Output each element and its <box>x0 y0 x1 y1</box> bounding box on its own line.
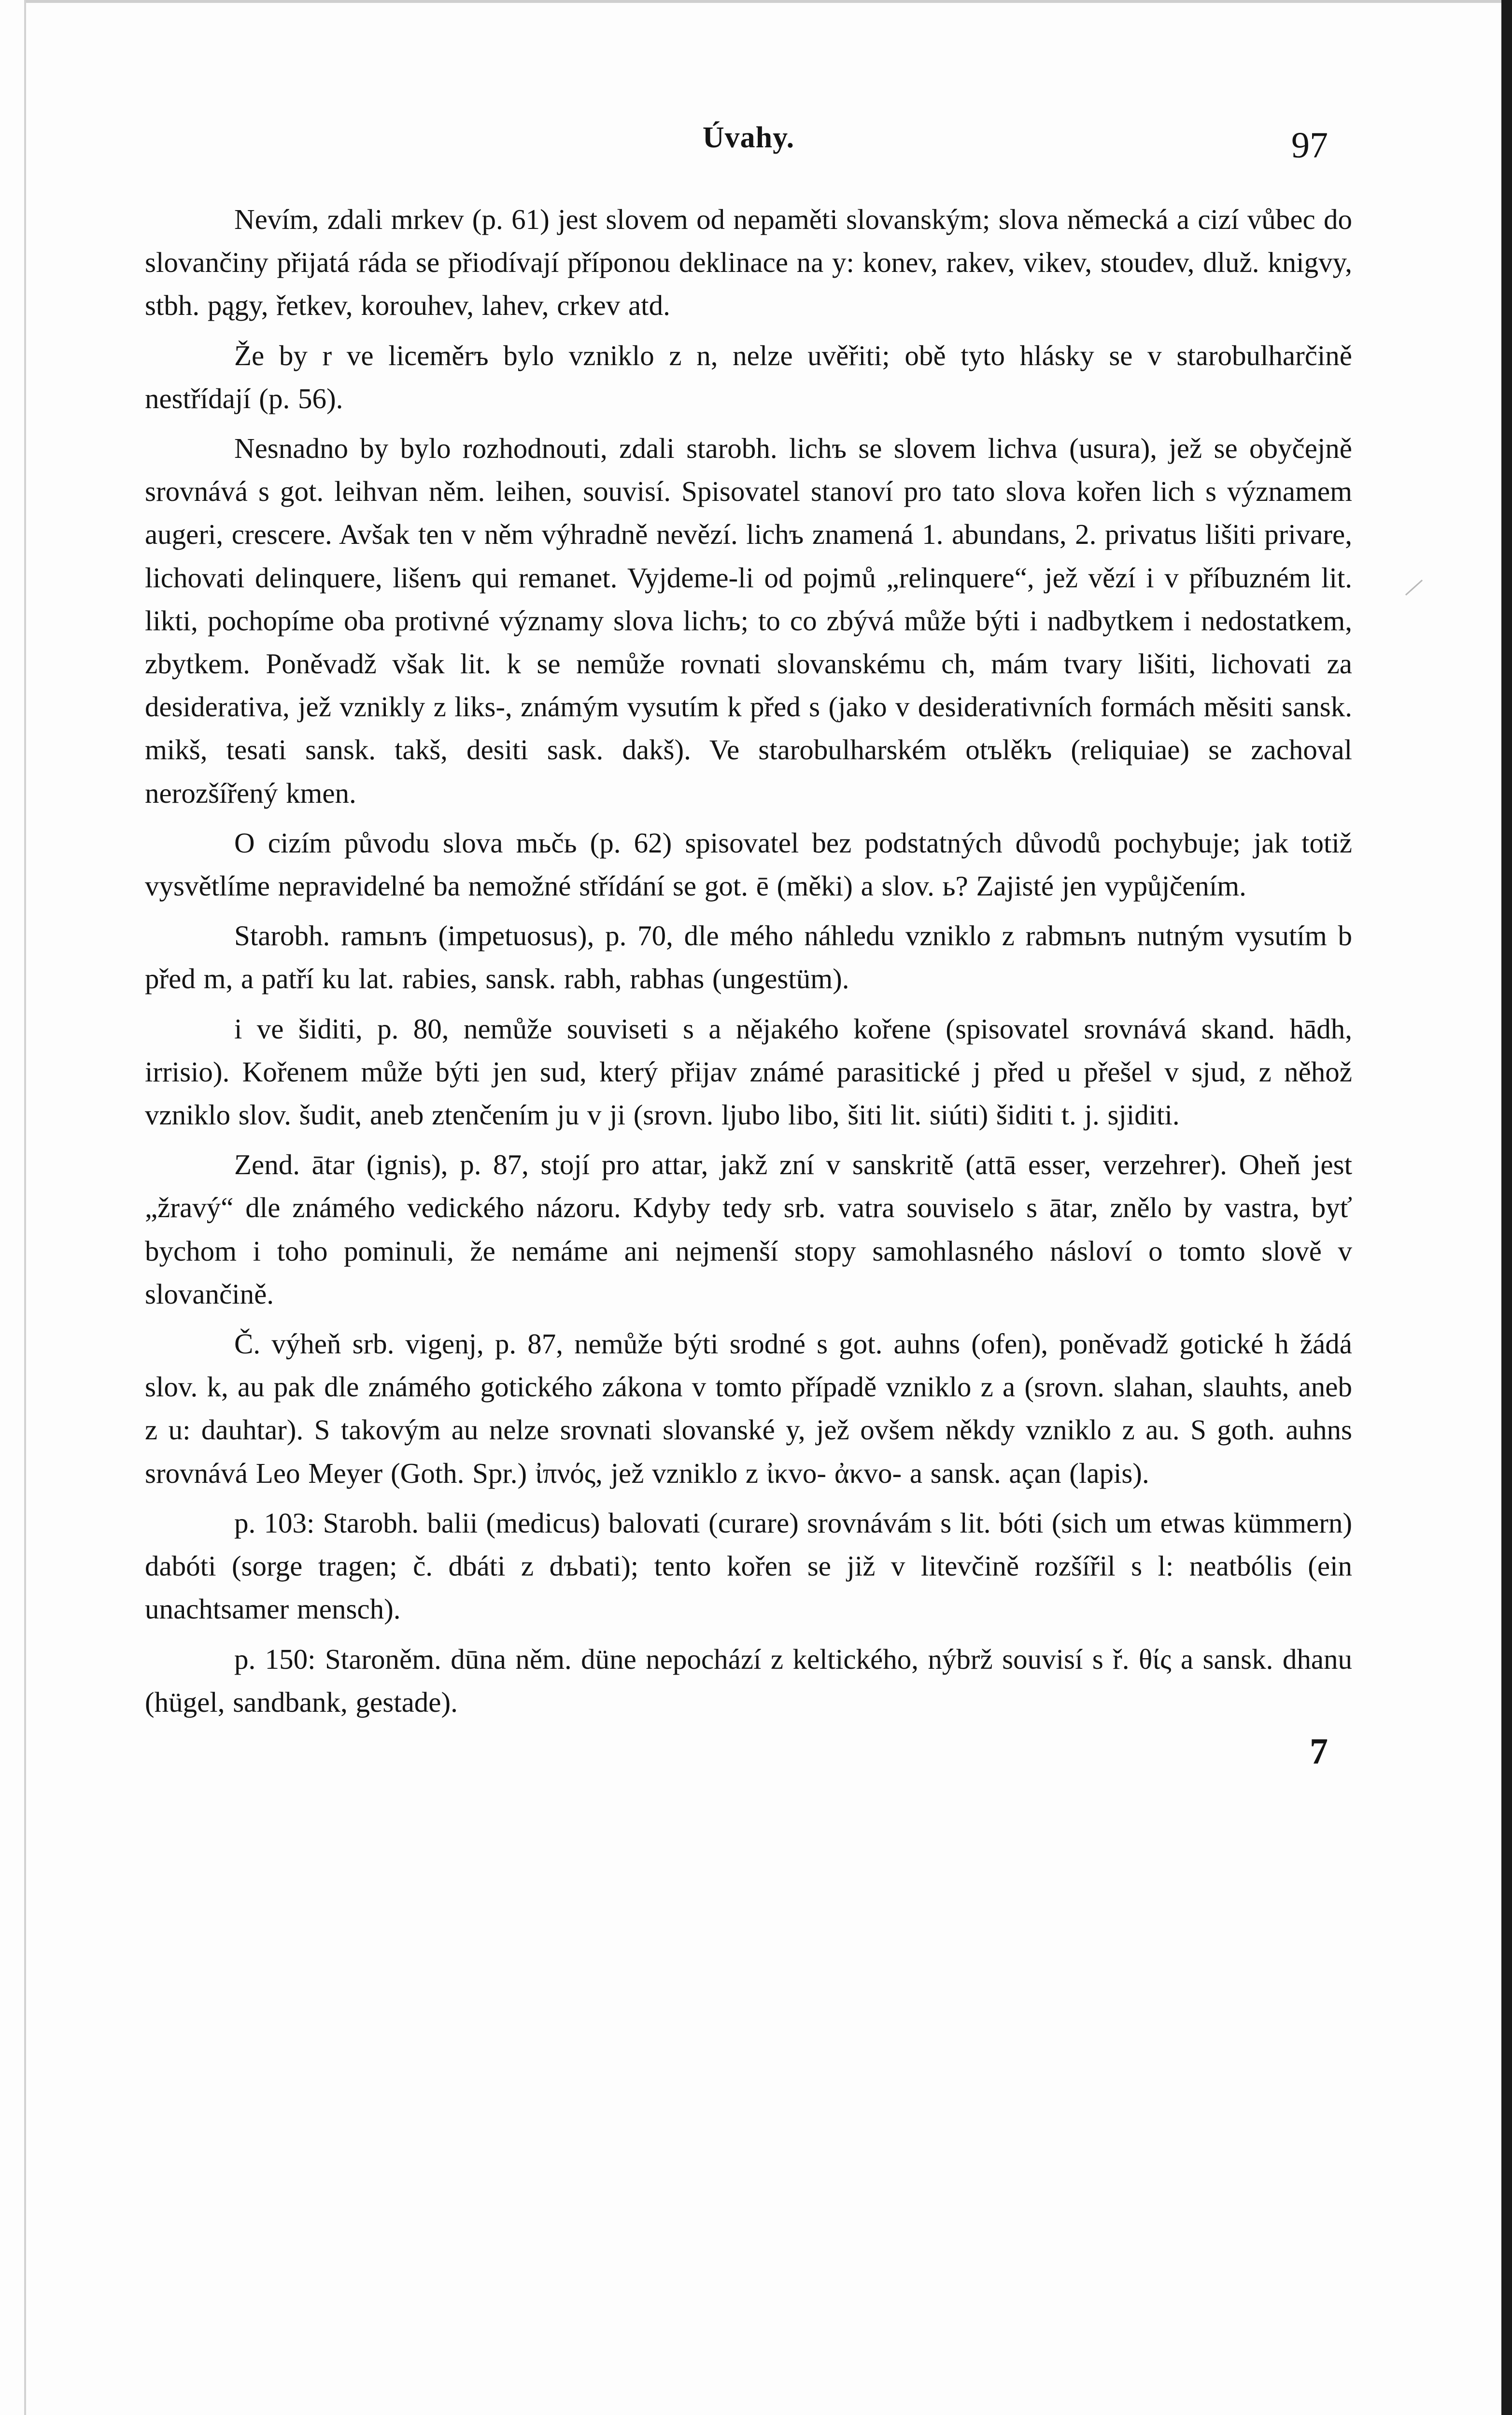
paragraph-lich: Nesnadno by bylo rozhodnouti, zdali starobh. lichъ se slovem lichva (usura), jež se obyčejně srovnává s got. leihvan něm. leihen, souvisí. Spisovatel stanoví pro tato slova kořen lich s významem augeri, crescere. Avšak ten v něm výhradně nevězí. lichъ znamená 1. abundans, 2. privatus lišiti privare, lichovati delinquere, lišenъ qui remanet. Vyjdeme-li od pojmů „relinquere“, jež vězí i v příbuzném lit. likti, pochopíme oba protivné významy slova lichъ; to co zbývá může býti i nadbytkem i nedostatkem, zbytkem. Poněvadž však lit. k se nemůže rovnati slovanskému ch, mám tvary lišiti, lichovati za desiderativa, jež vznikly z liks-, známým vysutím k před s (jako v desiderativních formách měsiti sansk. mikš, tesati sansk. takš, desiti sask. dakš). Ve starobulharském otъlěkъ (reliquiae) se zachoval nerozšířený kmen. <box>145 432 1352 809</box>
page-body <box>145 198 1352 1724</box>
book-page <box>145 116 1352 1773</box>
paragraph-vyhen: Č. výheň srb. vigenj, p. 87, nemůže býti srodné s got. auhns (ofen), poněvadž gotické h žádá slov. k, au pak dle známého gotického zákona v tomto případě vzniklo z a (srovn. slahan, slauhts, aneb z u: dauhtar). S takovým au nelze srovnati slovanské y, jež ovšem někdy vzniklo z au. S goth. auhns srovnává Leo Meyer (Goth. Spr.) ἰπνός, jež vzniklo z ἰκvo- ἀκvo- a sansk. açan (lapis). <box>145 1328 1352 1489</box>
scan-top-edge <box>26 0 1501 3</box>
signature-mark: 7 <box>1310 1731 1328 1772</box>
paragraph-duna: p. 150: Staroněm. dūna něm. düne nepochází z keltického, nýbrž souvisí s ř. θίς a sansk. dhanu (hügel, sandbank, gestade). <box>145 1643 1352 1718</box>
page-number: 97 <box>1291 125 1328 166</box>
paragraph-siditi: i ve šiditi, p. 80, nemůže souviseti s a nějakého kořene (spisovatel srovnává skand. hādh, irrisio). Kořenem může býti jen sud, který přijav známé parasitické j před u přešel v sjud, z něhož vzniklo slov. šudit, aneb ztenčením ju v ji (srovn. ljubo libo, šiti lit. siúti) šiditi t. j. sjiditi. <box>145 1012 1352 1131</box>
paper-mark <box>1405 580 1423 596</box>
paragraph-mec: O cizím původu slova mьčь (p. 62) spisovatel bez podstatných důvodů pochybuje; jak totiž vysvětlíme nepravidelné ba nemožné střídání se got. ē (měki) a slov. ь? Zajisté jen vypůjčením. <box>145 826 1352 902</box>
paragraph-ramen: Starobh. ramьnъ (impetuosus), p. 70, dle mého náhledu vzniklo z rabmьnъ nutným vysutím b před m, a patří ku lat. rabies, sansk. rabh, rabhas (ungestüm). <box>145 920 1352 995</box>
page-header <box>145 116 1352 198</box>
paragraph-atar: Zend. ātar (ignis), p. 87, stojí pro attar, jakž zní v sanskritě (attā esser, verzehrer). Oheň jest „žravý“ dle známého vedického názoru. Kdyby tedy srb. vatra souviselo s ātar, znělo by vastra, byť bychom i toho pominuli, že nemáme ani nejmenší stopy samohlasného násloví o tomto slově v slovančině. <box>145 1149 1352 1310</box>
paragraph-mrkev: Nevím, zdali mrkev (p. 61) jest slovem od nepaměti slovanským; slova německá a cizí vůbec do slovančiny přijatá ráda se přiodívají příponou deklinace na y: konev, rakev, vikev, stoudev, dluž. knigvy, stbh. pągy, řetkev, korouhev, lahev, crkev atd. <box>145 203 1352 322</box>
scan-left-edge <box>24 0 26 2415</box>
running-head: Úvahy. <box>702 121 795 154</box>
scan-right-border <box>1501 0 1512 2415</box>
paragraph-licemer: Že by r ve liceměrъ bylo vzniklo z n, nelze uvěřiti; obě tyto hlásky se v starobulharčině nestřídají (p. 56). <box>145 339 1352 414</box>
paragraph-balii: p. 103: Starobh. balii (medicus) balovati (curare) srovnávám s lit. bóti (sich um etwas kümmern) dabóti (sorge tragen; č. dbáti z dъbati); tento kořen se již v litevčině rozšířil s l: neatbólis (ein unachtsamer mensch). <box>145 1506 1352 1625</box>
